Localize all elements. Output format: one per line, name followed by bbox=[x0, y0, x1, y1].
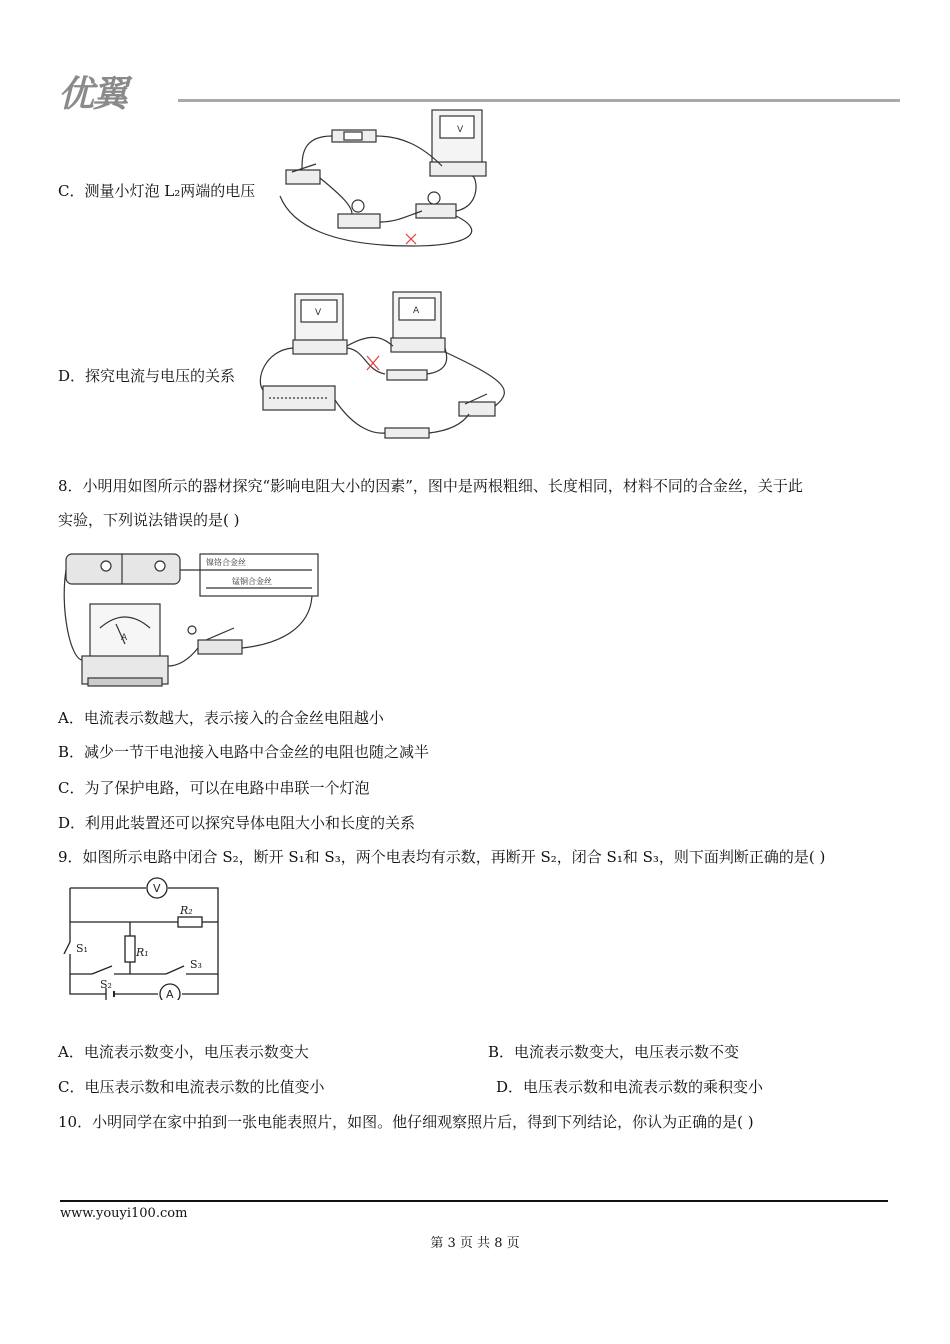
logo: 优翼 bbox=[58, 74, 127, 115]
q7-figure-d bbox=[255, 290, 515, 446]
q7-figure-c bbox=[272, 106, 492, 252]
q7d-voltmeter-label: V bbox=[315, 308, 322, 318]
page-number: 第 3 页 共 8 页 bbox=[430, 1236, 520, 1251]
q9-ammeter-label: A bbox=[166, 988, 174, 1000]
q9-s3-label: S₃ bbox=[190, 958, 202, 971]
q8-option-a: A．电流表示数越大，表示接入的合金丝电阻越小 bbox=[58, 709, 384, 727]
q9-r1-label: R₁ bbox=[136, 946, 149, 959]
q8-option-d: D．利用此装置还可以探究导体电阻大小和长度的关系 bbox=[58, 814, 416, 832]
q7d-ammeter-label: A bbox=[413, 306, 420, 316]
q9-option-c: C．电压表示数和电流表示数的比值变小 bbox=[58, 1078, 325, 1096]
footer-url: www.youyi100.com bbox=[60, 1206, 188, 1221]
q9-voltmeter-label: V bbox=[153, 882, 161, 895]
q8-option-c: C．为了保护电路，可以在电路中串联一个灯泡 bbox=[58, 779, 370, 797]
q9-s1-label: S₁ bbox=[76, 942, 88, 955]
q9-option-a: A．电流表示数变小，电压表示数变大 bbox=[58, 1043, 309, 1061]
q7-option-c: C．测量小灯泡 L₂两端的电压 bbox=[58, 182, 256, 200]
q7-option-d: D．探究电流与电压的关系 bbox=[58, 367, 236, 385]
q10-stem: 10．小明同学在家中拍到一张电能表照片，如图。他仔细观察照片后，得到下列结论，你认为正确的是( ) bbox=[58, 1113, 754, 1131]
q9-option-b: B．电流表示数变大，电压表示数不变 bbox=[488, 1043, 740, 1061]
footer-rule bbox=[60, 1200, 888, 1202]
q8-wire1-label: 镍铬合金丝 bbox=[206, 558, 246, 567]
q9-s2-label: S₂ bbox=[100, 978, 112, 991]
q8-stem-line2: 实验，下列说法错误的是( ) bbox=[58, 511, 240, 529]
q9-option-d: D．电压表示数和电流表示数的乘积变小 bbox=[496, 1078, 764, 1096]
q8-figure bbox=[60, 548, 324, 690]
header-rule bbox=[178, 99, 900, 102]
q8-wire2-label: 锰铜合金丝 bbox=[232, 577, 272, 586]
q9-stem: 9．如图所示电路中闭合 S₂，断开 S₁和 S₃，两个电表均有示数，再断开 S₂，闭合 S₁和 S₃，则下面判断正确的是( ) bbox=[58, 848, 826, 866]
q9-r2-label: R₂ bbox=[180, 904, 193, 917]
q8-meter-label: A bbox=[121, 633, 128, 643]
q9-circuit bbox=[60, 876, 226, 1000]
q8-stem-line1: 8．小明用如图所示的器材探究“影响电阻大小的因素”，图中是两根粗细、长度相同，材料不同的合金丝，关于此 bbox=[58, 477, 803, 495]
q8-option-b: B．减少一节干电池接入电路中合金丝的电阻也随之减半 bbox=[58, 743, 430, 761]
q7c-meter-label: V bbox=[457, 125, 464, 135]
